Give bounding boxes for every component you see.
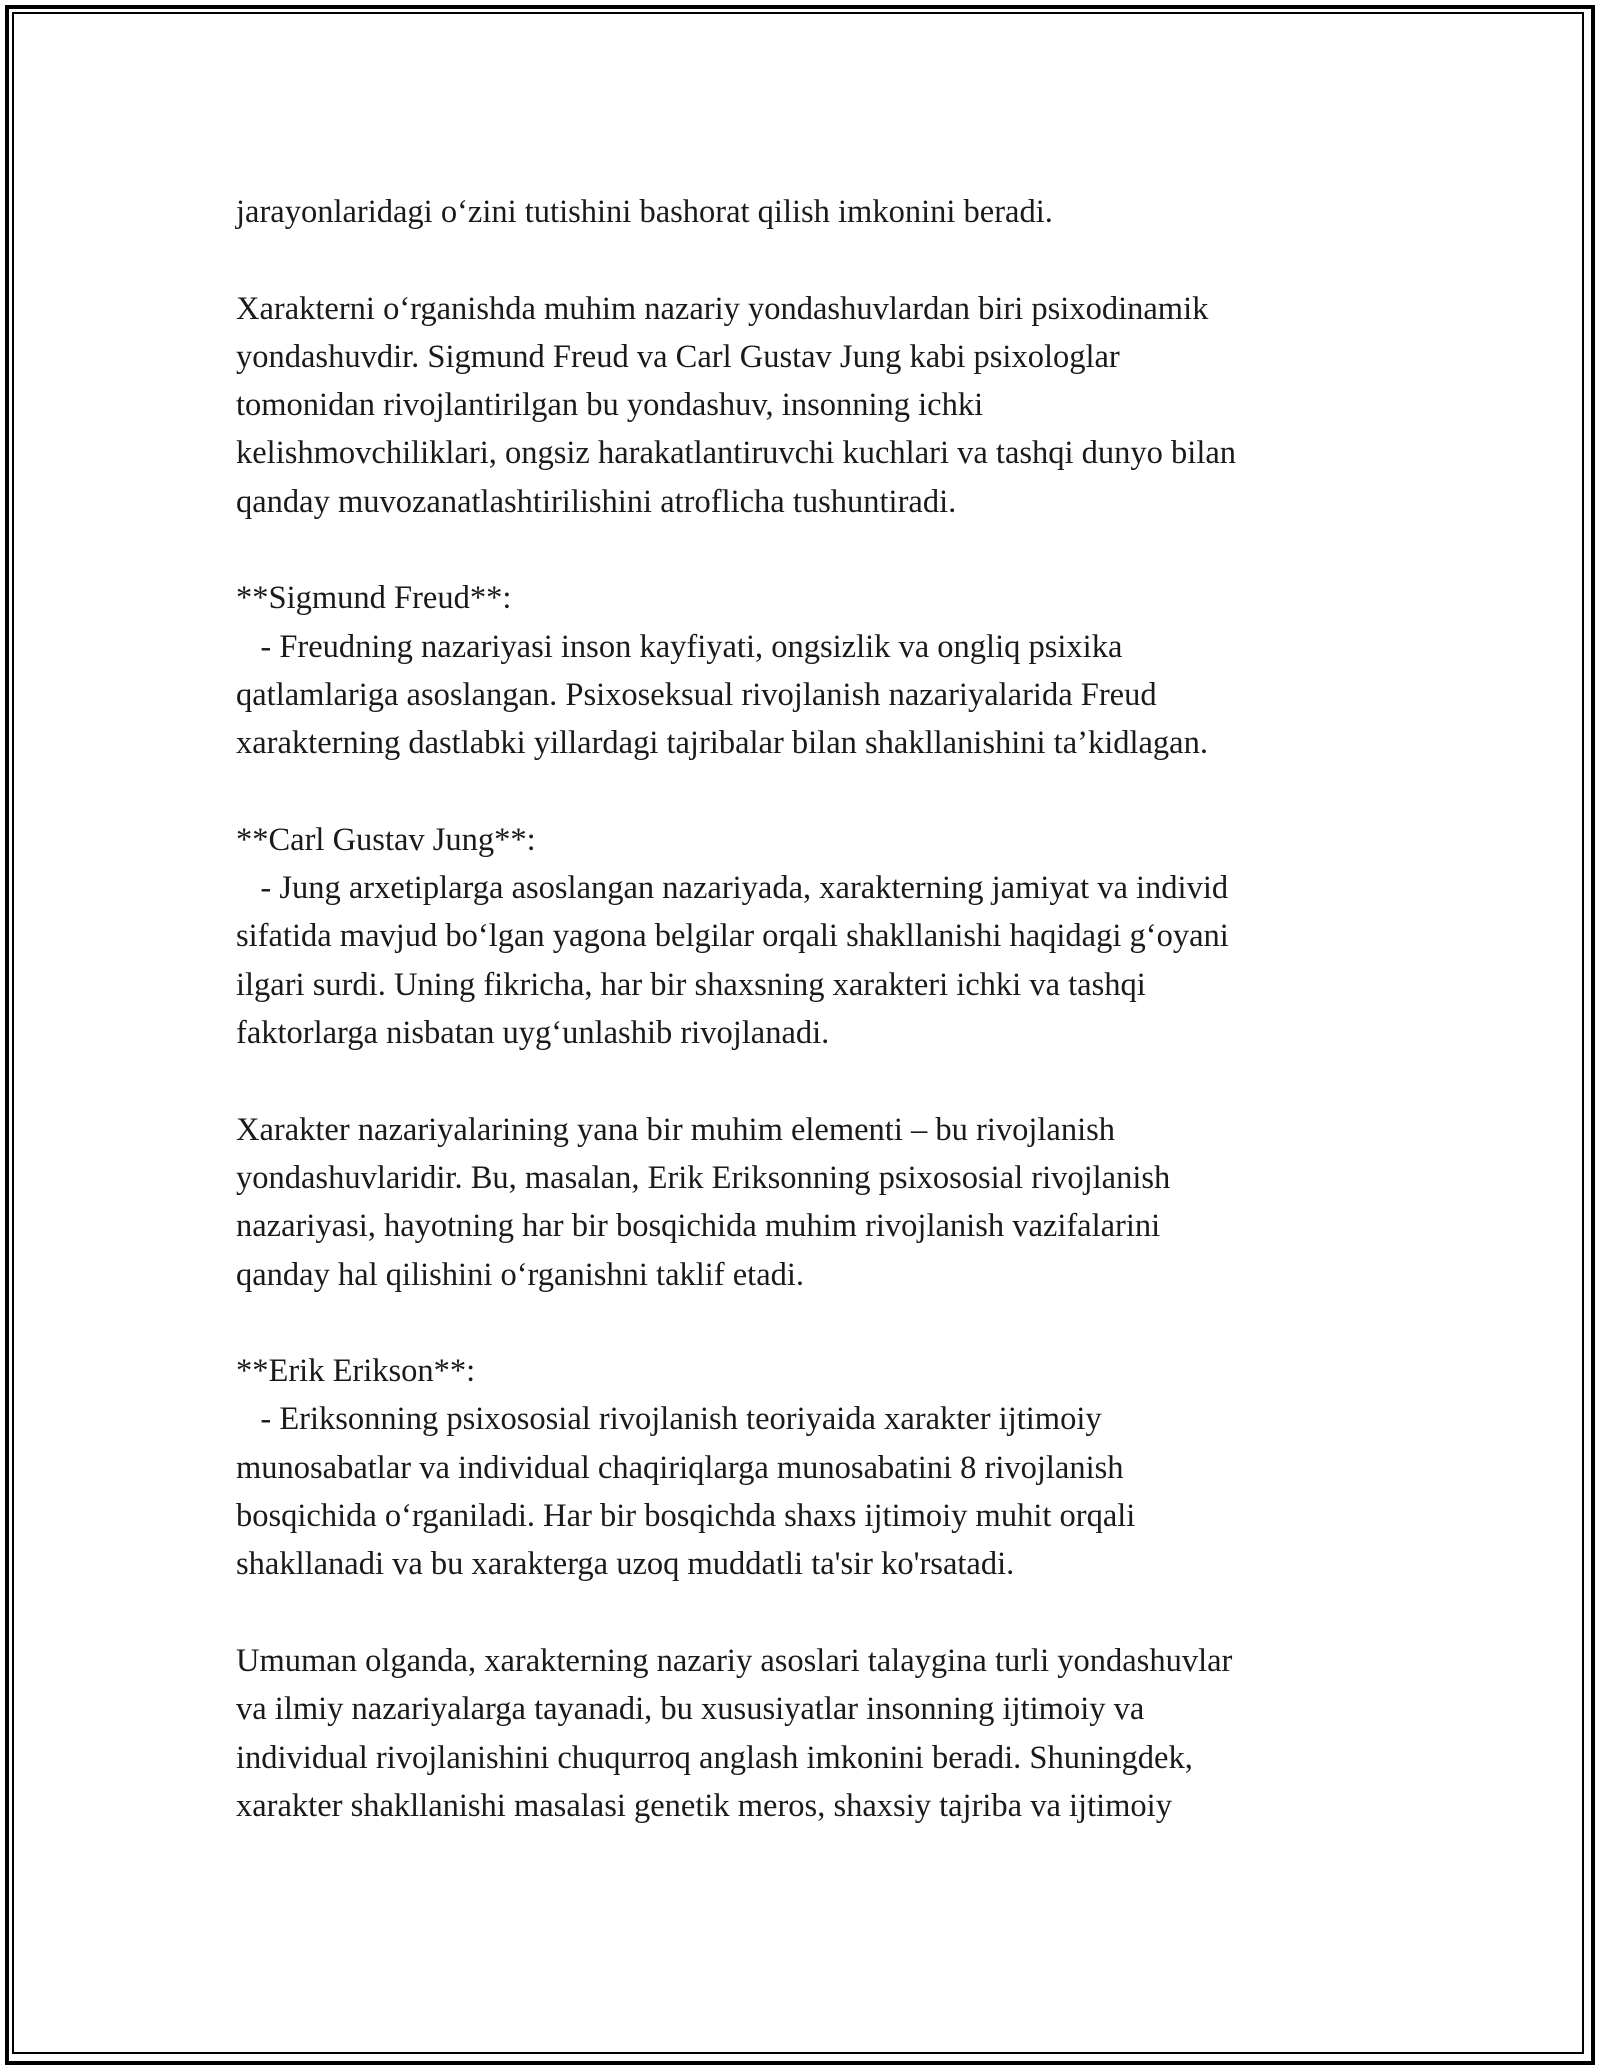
- text-line: bosqichida o‘rganiladi. Har bir bosqichda shaxs ijtimoiy muhit orqali: [236, 1498, 1136, 1535]
- text-line: tomonidan rivojlantirilgan bu yondashuv, insonning ichki: [236, 387, 984, 424]
- blank-line: [236, 768, 1416, 816]
- text-line: - Jung arxetiplarga asoslangan nazariyada, xarakterning jamiyat va individ: [236, 870, 1229, 907]
- text-line: ilgari surdi. Uning fikricha, har bir shaxsning xarakteri ichki va tashqi: [236, 966, 1146, 1003]
- text-line: shakllanadi va bu xarakterga uzoq muddatli ta'sir ko'rsatadi.: [236, 1546, 1015, 1583]
- text-line: - Eriksonning psixososial rivojlanish teoriyaida xarakter ijtimoiy: [236, 1401, 1102, 1438]
- text-line: faktorlarga nisbatan uyg‘unlashib rivojlanadi.: [236, 1015, 830, 1052]
- text-line: xarakterning dastlabki yillardagi tajribalar bilan shakllanishini ta’kidlagan.: [236, 725, 1208, 762]
- text-line: Xarakterni o‘rganishda muhim nazariy yondashuvlardan biri psixodinamik: [236, 290, 1209, 327]
- section-heading: **Erik Erikson**:: [236, 1353, 476, 1390]
- text-line: munosabatlar va individual chaqiriqlarga munosabatini 8 rivojlanish: [236, 1449, 1124, 1486]
- section-heading: **Carl Gustav Jung**:: [236, 821, 536, 858]
- text-line: jarayonlaridagi o‘zini tutishini bashorat qilish imkonini beradi.: [236, 194, 1053, 230]
- text-line: qatlamlariga asoslangan. Psixoseksual rivojlanish nazariyalarida Freud: [236, 676, 1157, 713]
- text-line: individual rivojlanishini chuqurroq anglash imkonini beradi. Shuningdek,: [236, 1739, 1193, 1776]
- blank-line: [236, 526, 1416, 574]
- text-line: sifatida mavjud bo‘lgan yagona belgilar orqali shakllanishi haqidagi g‘oyani: [236, 918, 1229, 955]
- text-line: Umuman olganda, xarakterning nazariy asoslari talaygina turli yondashuvlar: [236, 1642, 1233, 1679]
- blank-line: [236, 1057, 1416, 1105]
- blank-line: [236, 236, 1416, 284]
- blank-line: [236, 1299, 1416, 1347]
- section-heading: **Sigmund Freud**:: [236, 580, 512, 617]
- text-line: yondashuvlaridir. Bu, masalan, Erik Eriksonning psixososial rivojlanish: [236, 1159, 1171, 1196]
- text-line: yondashuvdir. Sigmund Freud va Carl Gustav Jung kabi psixologlar: [236, 338, 1120, 375]
- text-line: qanday muvozanatlashtirilishini atroflicha tushuntiradi.: [236, 483, 957, 520]
- text-line: va ilmiy nazariyalarga tayanadi, bu xususiyatlar insonning ijtimoiy va: [236, 1691, 1145, 1728]
- text-line: qanday hal qilishini o‘rganishni taklif etadi.: [236, 1256, 805, 1293]
- text-line: xarakter shakllanishi masalasi genetik meros, shaxsiy tajriba va ijtimoiy: [236, 1787, 1172, 1824]
- blank-line: [236, 1589, 1416, 1637]
- document-body: [236, 188, 1416, 1830]
- text-line: kelishmovchiliklari, ongsiz harakatlantiruvchi kuchlari va tashqi dunyo bilan: [236, 435, 1237, 472]
- text-line: nazariyasi, hayotning har bir bosqichida muhim rivojlanish vazifalarini: [236, 1208, 1161, 1245]
- text-line: Xarakter nazariyalarining yana bir muhim elementi – bu rivojlanish: [236, 1111, 1116, 1148]
- text-line: - Freudning nazariyasi inson kayfiyati, ongsizlik va ongliq psixika: [236, 628, 1123, 665]
